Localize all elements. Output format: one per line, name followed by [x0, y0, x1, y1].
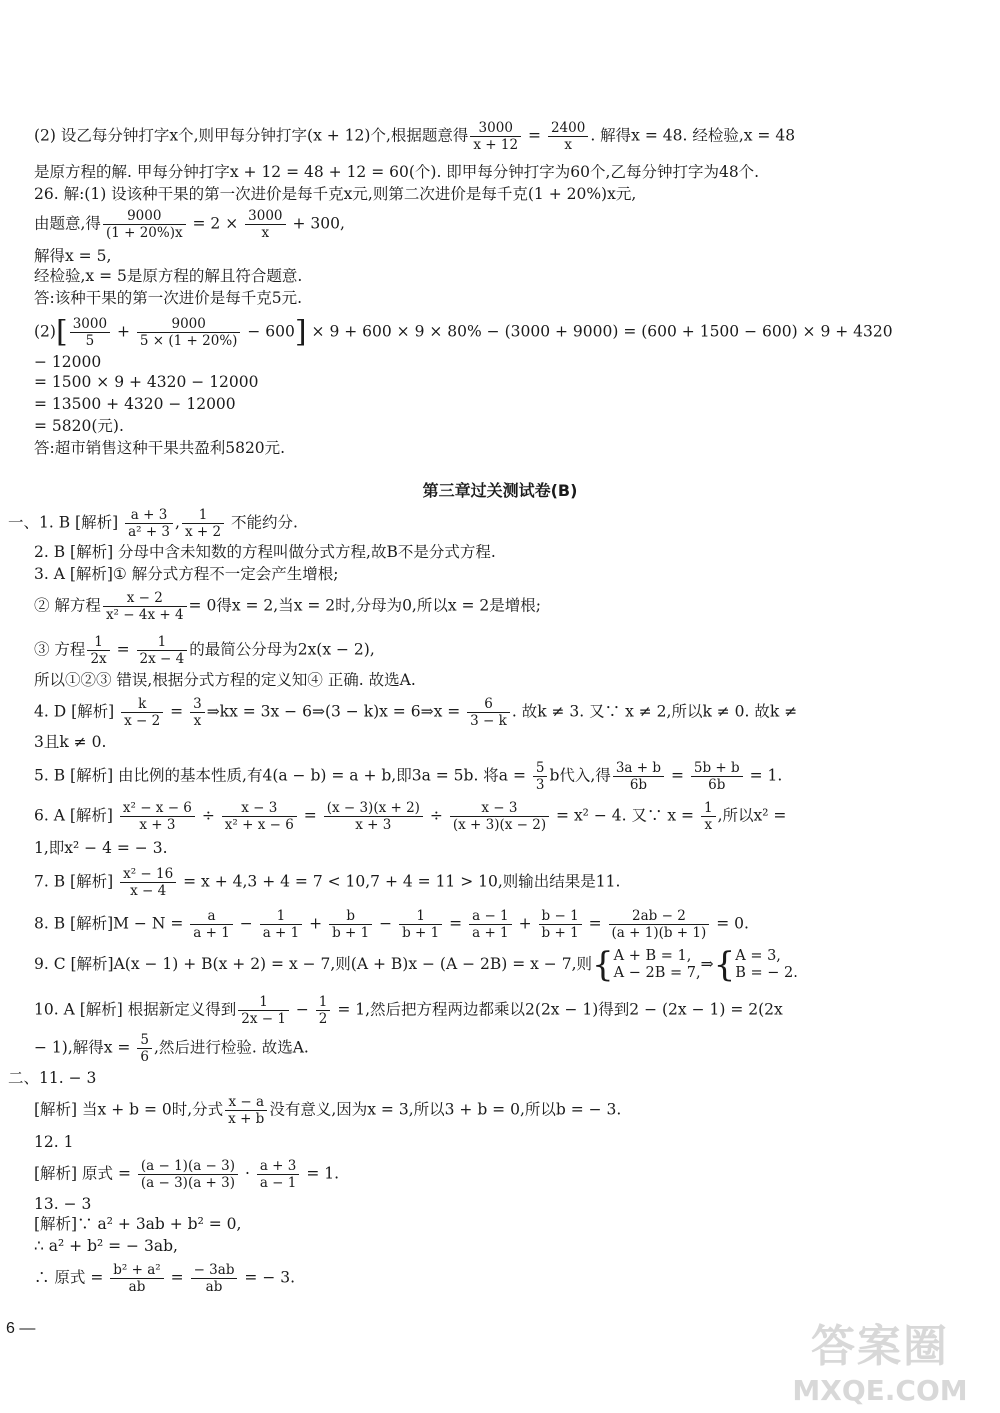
answer-line: 2. B [解析] 分母中含未知数的方程叫做分式方程,故B不是分式方程.: [34, 543, 496, 561]
fraction: $\frac{2400}{x}$: [548, 120, 588, 153]
fraction: $\frac{\text{b² + a²}}{ab}$: [110, 1262, 163, 1295]
fraction: $\frac{x - a}{x + b}$: [225, 1094, 267, 1127]
solution-line: 答:该种干果的第一次进价是每千克5元.: [34, 289, 303, 307]
fraction: $\frac{b}{b + 1}$: [329, 908, 372, 941]
fraction: $\frac{a}{a + 1}$: [190, 908, 233, 941]
fraction: $\frac{3000}{5}$: [70, 316, 110, 349]
fraction: $\frac{\text{x² − 16}}{x - 4}$: [120, 866, 176, 899]
fraction: $\frac{3000}{x + 12}$: [470, 120, 521, 153]
equation-system: A + B = 1, A − 2B = 7,: [613, 948, 701, 981]
answer-line: ∴ a² + b² = − 3ab,: [34, 1237, 178, 1255]
answer-line: 6. A [解析] $\frac{\text{x² − x − 6}}{x + 3}$ ÷ $\frac{x - 3}{\text{x² + x − 6}}$ = $\frac{(x - 3)(x + 2)}{x + 3}$ ÷ $\frac{x - 3}{(x + 3)(x - 2)}$ = x² − 4. 又∵ x = $\frac{1}{x}$ ,所以x² =: [34, 800, 787, 833]
fraction: $\frac{x - 3}{(x + 3)(x - 2)}$: [450, 800, 549, 833]
answer-line: 3且k ≠ 0.: [34, 733, 107, 751]
fraction: $\frac{(x - 3)(x + 2)}{x + 3}$: [324, 800, 423, 833]
fraction: $\frac{5b + b}{6b}$: [691, 760, 743, 793]
solution-line: 解得x = 5,: [34, 247, 112, 265]
solution-line: 答:超市销售这种干果共盈利5820元.: [34, 439, 286, 457]
answer-line: 12. 1: [34, 1133, 74, 1151]
fraction: $\frac{1}{2x - 4}$: [137, 634, 188, 667]
answer-line: 5. B [解析] 由比例的基本性质,有4(a − b) = a + b,即3a = 5b. 将a = $\frac{5}{3}$ b代入,得 $\frac{3a + b}{6b}$ = $\frac{5b + b}{6b}$ = 1.: [34, 760, 783, 793]
fraction: $\frac{1}{2}$: [316, 994, 331, 1027]
fraction: $\frac{9000}{(1 + 20\%)x}$: [103, 208, 186, 241]
answer-line: 一、1. B [解析] $\frac{a + 3}{\text{a² + 3}}$ , $\frac{1}{x + 2}$ 不能约分.: [8, 507, 298, 540]
fraction: $\frac{a - 1}{a + 1}$: [469, 908, 512, 941]
fraction: $\frac{1}{b + 1}$: [399, 908, 442, 941]
fraction: $\frac{1}{2x - 1}$: [238, 994, 289, 1027]
solution-line: 由题意,得 $\frac{9000}{(1 + 20\%)x}$ = 2 × $\frac{3000}{x}$ + 300,: [34, 208, 345, 241]
fraction: $\frac{6}{3 - k}$: [467, 696, 510, 729]
solution-line: (2) 设乙每分钟打字x个,则甲每分钟打字(x + 12)个,根据题意得 $\frac{3000}{x + 12}$ = $\frac{2400}{x}$ . 解得x = 48. 经检验,x = 48: [34, 120, 796, 153]
fraction: $\frac{9000}{5 \times (1 + 20\%)}$: [137, 316, 241, 349]
fraction: $\frac{- 3ab}{ab}$: [191, 1262, 238, 1295]
answer-line: 3. A [解析]① 解分式方程不一定会产生增根;: [34, 565, 339, 583]
answer-line: [解析] 原式 = $\frac{(a - 1)(a - 3)}{(a - 3)(a + 3)}$ · $\frac{a + 3}{a - 1}$ = 1.: [34, 1158, 340, 1191]
fraction: $\frac{x - 2}{\text{x² − 4x + 4}}$: [103, 590, 187, 623]
fraction: $\frac{1}{x}$: [701, 800, 716, 833]
page-number: 6 —: [6, 1320, 36, 1337]
answer-line: 8. B [解析]M − N = $\frac{a}{a + 1}$ − $\frac{1}{a + 1}$ + $\frac{b}{b + 1}$ − $\frac{1}{b + 1}$ = $\frac{a - 1}{a + 1}$ + $\frac{b - 1}{b + 1}$ = $\frac{2ab - 2}{(a + 1)(b + 1)}$ = 0.: [34, 908, 749, 941]
fraction: $\frac{1}{2x}$: [87, 634, 109, 667]
fraction: $\frac{x - 3}{\text{x² + x − 6}}$: [222, 800, 297, 833]
answer-line: ② 解方程 $\frac{x - 2}{\text{x² − 4x + 4}}$ = 0得x = 2,当x = 2时,分母为0,所以x = 2是增根;: [34, 590, 542, 623]
solution-line: 是原方程的解. 甲每分钟打字x + 12 = 48 + 12 = 60(个). 即甲每分钟打字为60个,乙每分钟打字为48个.: [34, 163, 760, 181]
answer-line: 所以①②③ 错误,根据分式方程的定义知④ 正确. 故选A.: [34, 671, 416, 689]
answer-line: 1,即x² − 4 = − 3.: [34, 839, 168, 857]
fraction: $\frac{a + 3}{a - 1}$: [257, 1158, 300, 1191]
fraction: $\frac{b - 1}{b + 1}$: [539, 908, 582, 941]
fraction: $\frac{\text{x² − x − 6}}{x + 3}$: [120, 800, 195, 833]
answer-line: 9. C [解析]A(x − 1) + B(x + 2) = x − 7,则(A + B)x − (A − 2B) = x − 7,则{ A + B = 1, A − 2B = 7, ⇒{ A = 3, B = − 2.: [34, 945, 798, 985]
solution-line: 经检验,x = 5是原方程的解且符合题意.: [34, 267, 303, 285]
answer-line: 4. D [解析] $\frac{k}{x - 2}$ = $\frac{3}{x}$ ⇒kx = 3x − 6⇒(3 − k)x = 6⇒x = $\frac{6}{3 - k}$ . 故k ≠ 3. 又∵ x ≠ 2,所以k ≠ 0. 故k ≠: [34, 696, 798, 729]
fraction: $\frac{1}{a + 1}$: [260, 908, 303, 941]
watermark-logo: 答案圈 MXQE.COM: [792, 1321, 968, 1407]
answer-line: ③ 方程 $\frac{1}{2x}$ = $\frac{1}{2x - 4}$ 的最简公分母为2x(x − 2),: [34, 634, 375, 667]
fraction: $\frac{a + 3}{\text{a² + 3}}$: [125, 507, 173, 540]
solution-line: = 13500 + 4320 − 12000: [34, 395, 236, 413]
fraction: $\frac{2ab - 2}{(a + 1)(b + 1)}$: [609, 908, 710, 941]
solution-line: − 12000: [34, 353, 102, 371]
fraction: $\frac{5}{6}$: [137, 1032, 152, 1065]
answer-line: 13. − 3: [34, 1195, 92, 1213]
solution-line: = 1500 × 9 + 4320 − 12000: [34, 373, 259, 391]
equation-system: A = 3, B = − 2.: [735, 948, 798, 981]
fraction: $\frac{3000}{x}$: [245, 208, 285, 241]
section-title: 第三章过关测试卷(B): [422, 481, 578, 500]
answer-line: 7. B [解析] $\frac{\text{x² − 16}}{x - 4}$ = x + 4,3 + 4 = 7 < 10,7 + 4 = 11 > 10,则输出结果是11.: [34, 866, 621, 899]
fraction: $\frac{5}{3}$: [533, 760, 548, 793]
answer-line: 二、11. − 3: [8, 1069, 97, 1087]
fraction: $\frac{(a - 1)(a - 3)}{(a - 3)(a + 3)}$: [138, 1158, 238, 1191]
solution-line: 26. 解:(1) 设该种干果的第一次进价是每千克x元,则第二次进价是每千克(1 + 20%)x元,: [34, 185, 637, 203]
answer-line: [解析] 当x + b = 0时,分式 $\frac{x - a}{x + b}$ 没有意义,因为x = 3,所以3 + b = 0,所以b = − 3.: [34, 1094, 622, 1127]
answer-line: [解析]∵ a² + 3ab + b² = 0,: [34, 1215, 242, 1233]
fraction: $\frac{1}{x + 2}$: [182, 507, 224, 540]
fraction: $\frac{3a + b}{6b}$: [613, 760, 664, 793]
solution-line: (2)[ $\frac{3000}{5}$ + $\frac{9000}{5 \times (1 + 20\%)}$ − 600] × 9 + 600 × 9 × 80% − (3000 + 9000) = (600 + 1500 − 600) × 9 + 4320: [34, 314, 893, 350]
solution-line: = 5820(元).: [34, 417, 124, 435]
fraction: $\frac{k}{x - 2}$: [121, 696, 163, 729]
answer-line: ∴ 原式 = $\frac{\text{b² + a²}}{ab}$ = $\frac{- 3ab}{ab}$ = − 3.: [34, 1262, 296, 1295]
fraction: $\frac{3}{x}$: [190, 696, 205, 729]
answer-line: 10. A [解析] 根据新定义得到 $\frac{1}{2x - 1}$ − $\frac{1}{2}$ = 1,然后把方程两边都乘以2(2x − 1)得到2 − (2x − 1) = 2(2x: [34, 994, 783, 1027]
answer-line: − 1),解得x = $\frac{5}{6}$ ,然后进行检验. 故选A.: [34, 1032, 309, 1065]
